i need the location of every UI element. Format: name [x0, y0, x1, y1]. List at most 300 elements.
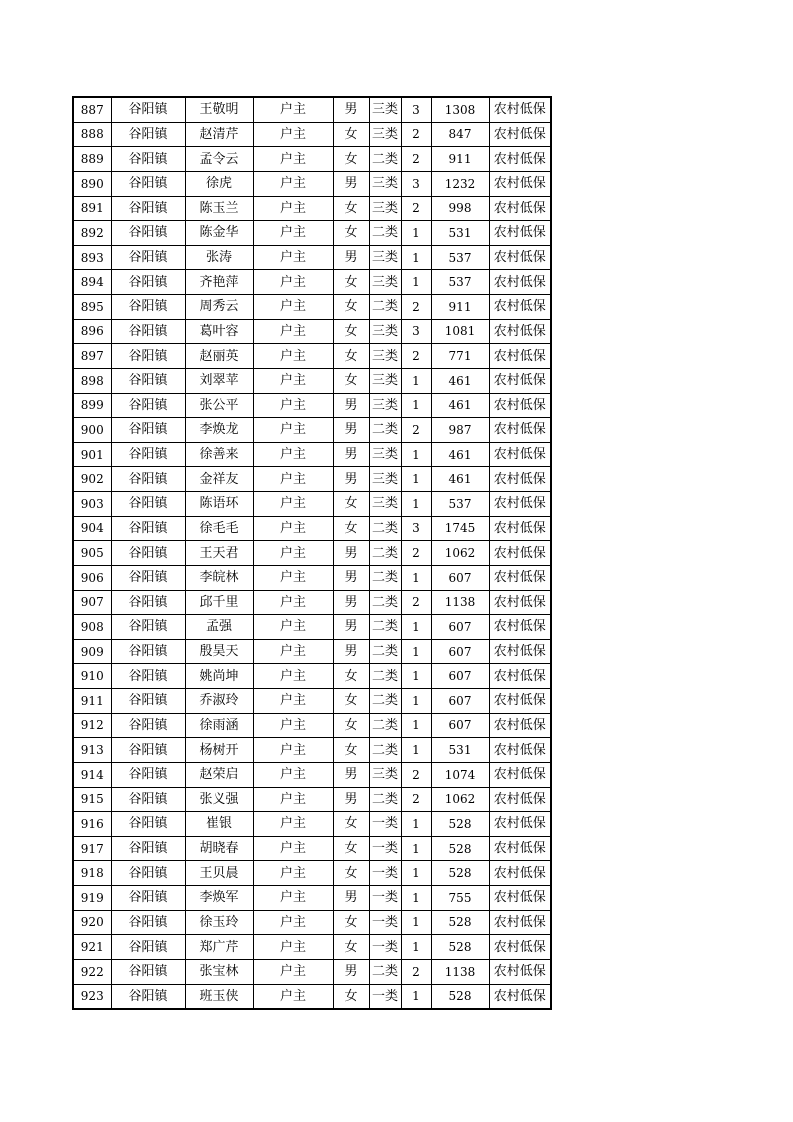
cell-category: 二类 — [369, 418, 401, 443]
cell-household-size: 2 — [401, 787, 431, 812]
cell-household-size: 1 — [401, 368, 431, 393]
table-row — [73, 442, 551, 467]
cell-name: 孟令云 — [185, 147, 253, 172]
cell-category: 三类 — [369, 762, 401, 787]
cell-assistance-type: 农村低保 — [489, 442, 551, 467]
cell-relationship: 户主 — [253, 689, 333, 714]
cell-relationship: 户主 — [253, 762, 333, 787]
table-row — [73, 122, 551, 147]
cell-town: 谷阳镇 — [111, 344, 185, 369]
cell-gender: 女 — [333, 713, 369, 738]
cell-gender: 女 — [333, 984, 369, 1009]
table-row — [73, 762, 551, 787]
table-row — [73, 565, 551, 590]
cell-category: 三类 — [369, 393, 401, 418]
cell-gender: 男 — [333, 565, 369, 590]
cell-row-number: 890 — [73, 171, 111, 196]
cell-category: 三类 — [369, 467, 401, 492]
cell-row-number: 905 — [73, 541, 111, 566]
cell-town: 谷阳镇 — [111, 713, 185, 738]
cell-amount: 987 — [431, 418, 489, 443]
cell-town: 谷阳镇 — [111, 295, 185, 320]
table-row — [73, 689, 551, 714]
cell-town: 谷阳镇 — [111, 516, 185, 541]
cell-name: 乔淑玲 — [185, 689, 253, 714]
cell-row-number: 887 — [73, 97, 111, 122]
cell-relationship: 户主 — [253, 541, 333, 566]
cell-row-number: 923 — [73, 984, 111, 1009]
cell-name: 张宝林 — [185, 959, 253, 984]
table-row — [73, 787, 551, 812]
cell-name: 郑广芹 — [185, 935, 253, 960]
cell-household-size: 1 — [401, 713, 431, 738]
cell-gender: 男 — [333, 959, 369, 984]
cell-gender: 男 — [333, 418, 369, 443]
cell-assistance-type: 农村低保 — [489, 812, 551, 837]
cell-name: 张涛 — [185, 245, 253, 270]
table-row — [73, 615, 551, 640]
cell-relationship: 户主 — [253, 812, 333, 837]
cell-gender: 男 — [333, 541, 369, 566]
cell-name: 周秀云 — [185, 295, 253, 320]
cell-relationship: 户主 — [253, 319, 333, 344]
cell-category: 二类 — [369, 639, 401, 664]
cell-amount: 1308 — [431, 97, 489, 122]
cell-household-size: 1 — [401, 442, 431, 467]
cell-category: 三类 — [369, 344, 401, 369]
cell-amount: 755 — [431, 886, 489, 911]
cell-assistance-type: 农村低保 — [489, 147, 551, 172]
cell-household-size: 3 — [401, 516, 431, 541]
cell-town: 谷阳镇 — [111, 639, 185, 664]
table-row — [73, 393, 551, 418]
cell-relationship: 户主 — [253, 344, 333, 369]
cell-household-size: 1 — [401, 664, 431, 689]
table-row — [73, 516, 551, 541]
cell-amount: 528 — [431, 910, 489, 935]
cell-household-size: 1 — [401, 836, 431, 861]
cell-gender: 女 — [333, 270, 369, 295]
table-row — [73, 738, 551, 763]
cell-assistance-type: 农村低保 — [489, 984, 551, 1009]
cell-amount: 461 — [431, 393, 489, 418]
table-row — [73, 984, 551, 1009]
cell-name: 赵丽英 — [185, 344, 253, 369]
cell-row-number: 917 — [73, 836, 111, 861]
table-row — [73, 97, 551, 122]
cell-name: 徐毛毛 — [185, 516, 253, 541]
cell-relationship: 户主 — [253, 935, 333, 960]
cell-gender: 女 — [333, 295, 369, 320]
cell-name: 陈语环 — [185, 492, 253, 517]
cell-household-size: 1 — [401, 861, 431, 886]
cell-category: 二类 — [369, 689, 401, 714]
cell-assistance-type: 农村低保 — [489, 541, 551, 566]
cell-name: 李焕龙 — [185, 418, 253, 443]
table-row — [73, 147, 551, 172]
cell-town: 谷阳镇 — [111, 812, 185, 837]
cell-name: 赵清芹 — [185, 122, 253, 147]
cell-assistance-type: 农村低保 — [489, 122, 551, 147]
cell-row-number: 916 — [73, 812, 111, 837]
cell-household-size: 2 — [401, 959, 431, 984]
cell-amount: 998 — [431, 196, 489, 221]
table-row — [73, 221, 551, 246]
cell-amount: 1074 — [431, 762, 489, 787]
cell-row-number: 900 — [73, 418, 111, 443]
cell-amount: 911 — [431, 147, 489, 172]
table-row — [73, 418, 551, 443]
cell-relationship: 户主 — [253, 787, 333, 812]
cell-amount: 1062 — [431, 541, 489, 566]
cell-category: 三类 — [369, 368, 401, 393]
cell-name: 徐虎 — [185, 171, 253, 196]
cell-row-number: 922 — [73, 959, 111, 984]
cell-category: 一类 — [369, 812, 401, 837]
cell-assistance-type: 农村低保 — [489, 418, 551, 443]
cell-amount: 531 — [431, 221, 489, 246]
cell-gender: 男 — [333, 615, 369, 640]
cell-row-number: 899 — [73, 393, 111, 418]
cell-gender: 女 — [333, 147, 369, 172]
cell-name: 葛叶容 — [185, 319, 253, 344]
cell-assistance-type: 农村低保 — [489, 196, 551, 221]
cell-row-number: 906 — [73, 565, 111, 590]
cell-name: 班玉侠 — [185, 984, 253, 1009]
cell-relationship: 户主 — [253, 738, 333, 763]
cell-town: 谷阳镇 — [111, 270, 185, 295]
cell-gender: 女 — [333, 492, 369, 517]
cell-category: 一类 — [369, 984, 401, 1009]
cell-town: 谷阳镇 — [111, 861, 185, 886]
cell-gender: 女 — [333, 319, 369, 344]
cell-row-number: 901 — [73, 442, 111, 467]
cell-town: 谷阳镇 — [111, 910, 185, 935]
cell-town: 谷阳镇 — [111, 393, 185, 418]
cell-row-number: 918 — [73, 861, 111, 886]
cell-assistance-type: 农村低保 — [489, 664, 551, 689]
cell-name: 王贝晨 — [185, 861, 253, 886]
table-row — [73, 959, 551, 984]
cell-row-number: 915 — [73, 787, 111, 812]
cell-name: 齐艳萍 — [185, 270, 253, 295]
cell-gender: 男 — [333, 467, 369, 492]
cell-assistance-type: 农村低保 — [489, 959, 551, 984]
cell-household-size: 1 — [401, 615, 431, 640]
cell-category: 二类 — [369, 738, 401, 763]
cell-category: 二类 — [369, 565, 401, 590]
cell-category: 三类 — [369, 245, 401, 270]
cell-assistance-type: 农村低保 — [489, 221, 551, 246]
cell-row-number: 912 — [73, 713, 111, 738]
cell-name: 陈金华 — [185, 221, 253, 246]
cell-town: 谷阳镇 — [111, 147, 185, 172]
table-row — [73, 245, 551, 270]
cell-town: 谷阳镇 — [111, 541, 185, 566]
table-row — [73, 270, 551, 295]
cell-relationship: 户主 — [253, 467, 333, 492]
cell-relationship: 户主 — [253, 639, 333, 664]
cell-row-number: 919 — [73, 886, 111, 911]
table-row — [73, 171, 551, 196]
cell-assistance-type: 农村低保 — [489, 590, 551, 615]
cell-name: 陈玉兰 — [185, 196, 253, 221]
cell-relationship: 户主 — [253, 861, 333, 886]
cell-amount: 537 — [431, 492, 489, 517]
cell-town: 谷阳镇 — [111, 959, 185, 984]
cell-amount: 607 — [431, 689, 489, 714]
cell-relationship: 户主 — [253, 565, 333, 590]
relief-roster-table — [72, 96, 552, 1010]
cell-town: 谷阳镇 — [111, 467, 185, 492]
cell-name: 王天君 — [185, 541, 253, 566]
cell-category: 二类 — [369, 295, 401, 320]
table-row — [73, 295, 551, 320]
cell-town: 谷阳镇 — [111, 738, 185, 763]
table-row — [73, 492, 551, 517]
cell-assistance-type: 农村低保 — [489, 97, 551, 122]
cell-household-size: 1 — [401, 689, 431, 714]
cell-assistance-type: 农村低保 — [489, 935, 551, 960]
cell-town: 谷阳镇 — [111, 492, 185, 517]
cell-name: 殷昊天 — [185, 639, 253, 664]
cell-assistance-type: 农村低保 — [489, 467, 551, 492]
cell-town: 谷阳镇 — [111, 935, 185, 960]
cell-relationship: 户主 — [253, 910, 333, 935]
cell-name: 胡晓春 — [185, 836, 253, 861]
cell-name: 王敬明 — [185, 97, 253, 122]
cell-row-number: 892 — [73, 221, 111, 246]
cell-category: 一类 — [369, 935, 401, 960]
cell-town: 谷阳镇 — [111, 762, 185, 787]
cell-assistance-type: 农村低保 — [489, 910, 551, 935]
cell-gender: 女 — [333, 689, 369, 714]
cell-assistance-type: 农村低保 — [489, 270, 551, 295]
cell-row-number: 903 — [73, 492, 111, 517]
cell-amount: 607 — [431, 565, 489, 590]
cell-amount: 607 — [431, 664, 489, 689]
cell-category: 一类 — [369, 861, 401, 886]
cell-town: 谷阳镇 — [111, 196, 185, 221]
cell-row-number: 920 — [73, 910, 111, 935]
cell-gender: 男 — [333, 393, 369, 418]
cell-assistance-type: 农村低保 — [489, 836, 551, 861]
cell-category: 二类 — [369, 221, 401, 246]
cell-household-size: 2 — [401, 418, 431, 443]
cell-name: 杨树开 — [185, 738, 253, 763]
cell-household-size: 2 — [401, 295, 431, 320]
cell-town: 谷阳镇 — [111, 368, 185, 393]
cell-amount: 1232 — [431, 171, 489, 196]
cell-row-number: 913 — [73, 738, 111, 763]
cell-assistance-type: 农村低保 — [489, 492, 551, 517]
cell-category: 三类 — [369, 97, 401, 122]
cell-relationship: 户主 — [253, 418, 333, 443]
cell-category: 二类 — [369, 787, 401, 812]
cell-gender: 女 — [333, 935, 369, 960]
cell-relationship: 户主 — [253, 196, 333, 221]
cell-row-number: 897 — [73, 344, 111, 369]
cell-row-number: 914 — [73, 762, 111, 787]
cell-assistance-type: 农村低保 — [489, 639, 551, 664]
cell-town: 谷阳镇 — [111, 689, 185, 714]
cell-amount: 461 — [431, 368, 489, 393]
cell-category: 三类 — [369, 196, 401, 221]
table-row — [73, 935, 551, 960]
cell-category: 二类 — [369, 713, 401, 738]
cell-town: 谷阳镇 — [111, 319, 185, 344]
cell-town: 谷阳镇 — [111, 664, 185, 689]
cell-assistance-type: 农村低保 — [489, 689, 551, 714]
cell-row-number: 902 — [73, 467, 111, 492]
cell-assistance-type: 农村低保 — [489, 344, 551, 369]
cell-gender: 男 — [333, 787, 369, 812]
cell-amount: 607 — [431, 615, 489, 640]
cell-household-size: 1 — [401, 639, 431, 664]
cell-name: 李焕军 — [185, 886, 253, 911]
cell-town: 谷阳镇 — [111, 984, 185, 1009]
cell-town: 谷阳镇 — [111, 615, 185, 640]
cell-category: 三类 — [369, 122, 401, 147]
cell-amount: 537 — [431, 245, 489, 270]
cell-household-size: 2 — [401, 196, 431, 221]
cell-town: 谷阳镇 — [111, 886, 185, 911]
cell-name: 李皖林 — [185, 565, 253, 590]
cell-household-size: 1 — [401, 393, 431, 418]
cell-name: 赵荣启 — [185, 762, 253, 787]
cell-household-size: 1 — [401, 270, 431, 295]
cell-category: 二类 — [369, 959, 401, 984]
cell-assistance-type: 农村低保 — [489, 393, 551, 418]
cell-amount: 771 — [431, 344, 489, 369]
cell-amount: 1138 — [431, 959, 489, 984]
cell-name: 金祥友 — [185, 467, 253, 492]
cell-row-number: 904 — [73, 516, 111, 541]
table-row — [73, 639, 551, 664]
cell-relationship: 户主 — [253, 221, 333, 246]
cell-category: 三类 — [369, 270, 401, 295]
cell-relationship: 户主 — [253, 516, 333, 541]
cell-relationship: 户主 — [253, 393, 333, 418]
cell-household-size: 2 — [401, 147, 431, 172]
cell-gender: 女 — [333, 368, 369, 393]
cell-assistance-type: 农村低保 — [489, 516, 551, 541]
cell-household-size: 3 — [401, 97, 431, 122]
cell-household-size: 1 — [401, 886, 431, 911]
cell-row-number: 891 — [73, 196, 111, 221]
table-row — [73, 861, 551, 886]
cell-gender: 女 — [333, 812, 369, 837]
cell-household-size: 1 — [401, 492, 431, 517]
cell-town: 谷阳镇 — [111, 122, 185, 147]
cell-gender: 女 — [333, 122, 369, 147]
cell-gender: 女 — [333, 738, 369, 763]
cell-relationship: 户主 — [253, 295, 333, 320]
cell-amount: 528 — [431, 935, 489, 960]
cell-assistance-type: 农村低保 — [489, 615, 551, 640]
table-row — [73, 910, 551, 935]
cell-household-size: 1 — [401, 984, 431, 1009]
cell-name: 徐雨涵 — [185, 713, 253, 738]
cell-category: 二类 — [369, 664, 401, 689]
cell-gender: 女 — [333, 664, 369, 689]
cell-relationship: 户主 — [253, 984, 333, 1009]
cell-household-size: 2 — [401, 344, 431, 369]
cell-name: 姚尚坤 — [185, 664, 253, 689]
cell-amount: 847 — [431, 122, 489, 147]
cell-town: 谷阳镇 — [111, 418, 185, 443]
cell-amount: 607 — [431, 639, 489, 664]
cell-row-number: 894 — [73, 270, 111, 295]
cell-relationship: 户主 — [253, 368, 333, 393]
cell-town: 谷阳镇 — [111, 171, 185, 196]
cell-amount: 528 — [431, 984, 489, 1009]
cell-row-number: 889 — [73, 147, 111, 172]
cell-amount: 528 — [431, 812, 489, 837]
cell-assistance-type: 农村低保 — [489, 319, 551, 344]
cell-category: 一类 — [369, 910, 401, 935]
cell-category: 二类 — [369, 147, 401, 172]
cell-name: 崔银 — [185, 812, 253, 837]
cell-category: 三类 — [369, 171, 401, 196]
cell-gender: 男 — [333, 245, 369, 270]
cell-name: 徐玉玲 — [185, 910, 253, 935]
cell-relationship: 户主 — [253, 442, 333, 467]
cell-relationship: 户主 — [253, 886, 333, 911]
cell-row-number: 910 — [73, 664, 111, 689]
table-row — [73, 319, 551, 344]
cell-name: 张公平 — [185, 393, 253, 418]
cell-household-size: 2 — [401, 122, 431, 147]
table-row — [73, 541, 551, 566]
cell-row-number: 888 — [73, 122, 111, 147]
cell-assistance-type: 农村低保 — [489, 565, 551, 590]
cell-category: 二类 — [369, 516, 401, 541]
table-row — [73, 590, 551, 615]
cell-category: 二类 — [369, 590, 401, 615]
cell-town: 谷阳镇 — [111, 565, 185, 590]
cell-row-number: 909 — [73, 639, 111, 664]
cell-assistance-type: 农村低保 — [489, 886, 551, 911]
cell-row-number: 908 — [73, 615, 111, 640]
cell-relationship: 户主 — [253, 270, 333, 295]
cell-row-number: 911 — [73, 689, 111, 714]
table-row — [73, 467, 551, 492]
cell-gender: 女 — [333, 221, 369, 246]
table-row — [73, 196, 551, 221]
cell-row-number: 907 — [73, 590, 111, 615]
table-row — [73, 664, 551, 689]
cell-gender: 女 — [333, 344, 369, 369]
cell-amount: 911 — [431, 295, 489, 320]
cell-category: 二类 — [369, 615, 401, 640]
cell-category: 一类 — [369, 836, 401, 861]
cell-household-size: 1 — [401, 812, 431, 837]
cell-assistance-type: 农村低保 — [489, 245, 551, 270]
cell-category: 三类 — [369, 319, 401, 344]
cell-category: 二类 — [369, 541, 401, 566]
cell-gender: 女 — [333, 196, 369, 221]
table-row — [73, 812, 551, 837]
cell-amount: 531 — [431, 738, 489, 763]
cell-town: 谷阳镇 — [111, 590, 185, 615]
cell-household-size: 1 — [401, 245, 431, 270]
cell-amount: 461 — [431, 442, 489, 467]
cell-relationship: 户主 — [253, 615, 333, 640]
cell-household-size: 1 — [401, 467, 431, 492]
cell-assistance-type: 农村低保 — [489, 787, 551, 812]
cell-gender: 女 — [333, 910, 369, 935]
